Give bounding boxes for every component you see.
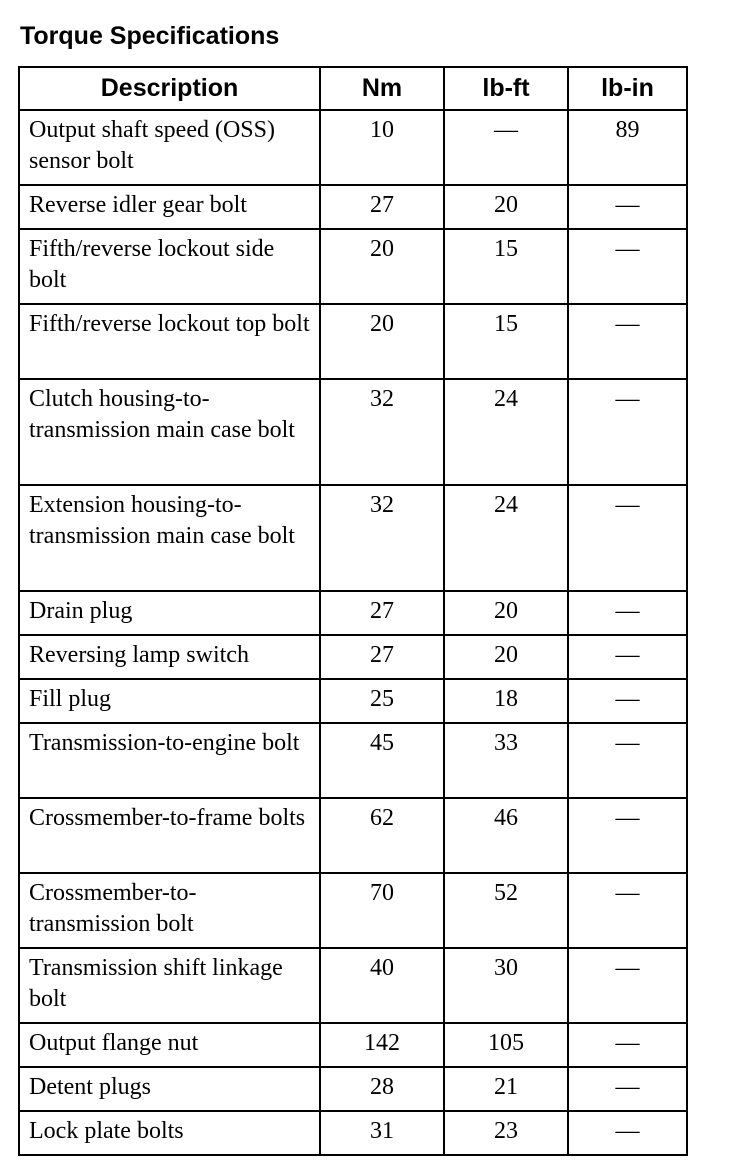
lb-in-cell: — <box>568 948 687 1023</box>
lb-in-cell: — <box>568 379 687 485</box>
description-cell: Output shaft speed (OSS) sensor bolt <box>19 110 320 185</box>
lb-ft-cell: 105 <box>444 1023 568 1067</box>
nm-cell: 10 <box>320 110 444 185</box>
description-cell: Crossmember-to-transmission bolt <box>19 873 320 948</box>
nm-cell: 31 <box>320 1111 444 1155</box>
page-title: Torque Specifications <box>20 22 280 50</box>
lb-ft-cell: 20 <box>444 185 568 229</box>
lb-in-cell: — <box>568 1111 687 1155</box>
description-cell: Drain plug <box>19 591 320 635</box>
lb-ft-cell: 15 <box>444 229 568 304</box>
table-row <box>19 229 687 304</box>
lb-in-cell: — <box>568 798 687 873</box>
description-cell: Detent plugs <box>19 1067 320 1111</box>
table-row <box>19 798 687 873</box>
nm-cell: 62 <box>320 798 444 873</box>
lb-in-cell: — <box>568 1067 687 1111</box>
nm-cell: 40 <box>320 948 444 1023</box>
table-row <box>19 1111 687 1155</box>
lb-ft-cell: 18 <box>444 679 568 723</box>
nm-cell: 27 <box>320 591 444 635</box>
description-cell: Extension housing-to-transmission main case bolt <box>19 485 320 591</box>
nm-cell: 20 <box>320 304 444 379</box>
table-row <box>19 110 687 185</box>
table-row <box>19 679 687 723</box>
table-row <box>19 1023 687 1067</box>
lb-ft-cell: 46 <box>444 798 568 873</box>
lb-ft-cell: 20 <box>444 635 568 679</box>
lb-in-cell: — <box>568 635 687 679</box>
lb-ft-cell: 20 <box>444 591 568 635</box>
header-nm: Nm <box>320 67 444 110</box>
description-cell: Fifth/reverse lockout side bolt <box>19 229 320 304</box>
lb-ft-cell: 52 <box>444 873 568 948</box>
lb-ft-cell: 21 <box>444 1067 568 1111</box>
nm-cell: 32 <box>320 485 444 591</box>
lb-in-cell: — <box>568 485 687 591</box>
nm-cell: 27 <box>320 635 444 679</box>
table-header-row <box>19 67 687 110</box>
table-row <box>19 948 687 1023</box>
table-row <box>19 304 687 379</box>
header-description: Description <box>19 67 320 110</box>
table-row <box>19 873 687 948</box>
lb-ft-cell: 30 <box>444 948 568 1023</box>
table-row <box>19 635 687 679</box>
lb-ft-cell: 23 <box>444 1111 568 1155</box>
description-cell: Transmission shift linkage bolt <box>19 948 320 1023</box>
nm-cell: 45 <box>320 723 444 798</box>
header-lb-ft: lb-ft <box>444 67 568 110</box>
nm-cell: 25 <box>320 679 444 723</box>
description-cell: Output flange nut <box>19 1023 320 1067</box>
nm-cell: 27 <box>320 185 444 229</box>
description-cell: Reverse idler gear bolt <box>19 185 320 229</box>
lb-in-cell: — <box>568 723 687 798</box>
lb-in-cell: — <box>568 873 687 948</box>
description-cell: Reversing lamp switch <box>19 635 320 679</box>
nm-cell: 142 <box>320 1023 444 1067</box>
lb-in-cell: — <box>568 185 687 229</box>
nm-cell: 20 <box>320 229 444 304</box>
description-cell: Transmission-to-engine bolt <box>19 723 320 798</box>
table-row <box>19 723 687 798</box>
table-row <box>19 1067 687 1111</box>
lb-ft-cell: — <box>444 110 568 185</box>
nm-cell: 28 <box>320 1067 444 1111</box>
lb-in-cell: — <box>568 1023 687 1067</box>
description-cell: Fill plug <box>19 679 320 723</box>
lb-in-cell: 89 <box>568 110 687 185</box>
lb-in-cell: — <box>568 229 687 304</box>
lb-ft-cell: 33 <box>444 723 568 798</box>
nm-cell: 70 <box>320 873 444 948</box>
nm-cell: 32 <box>320 379 444 485</box>
lb-ft-cell: 24 <box>444 379 568 485</box>
description-cell: Clutch housing-to-transmission main case bolt <box>19 379 320 485</box>
description-cell: Lock plate bolts <box>19 1111 320 1155</box>
table-row <box>19 185 687 229</box>
table-row <box>19 379 687 485</box>
lb-ft-cell: 15 <box>444 304 568 379</box>
lb-in-cell: — <box>568 304 687 379</box>
lb-in-cell: — <box>568 679 687 723</box>
description-cell: Crossmember-to-frame bolts <box>19 798 320 873</box>
table-row <box>19 485 687 591</box>
lb-in-cell: — <box>568 591 687 635</box>
torque-spec-table <box>18 66 688 1156</box>
lb-ft-cell: 24 <box>444 485 568 591</box>
description-cell: Fifth/reverse lockout top bolt <box>19 304 320 379</box>
table-row <box>19 591 687 635</box>
header-lb-in: lb-in <box>568 67 687 110</box>
